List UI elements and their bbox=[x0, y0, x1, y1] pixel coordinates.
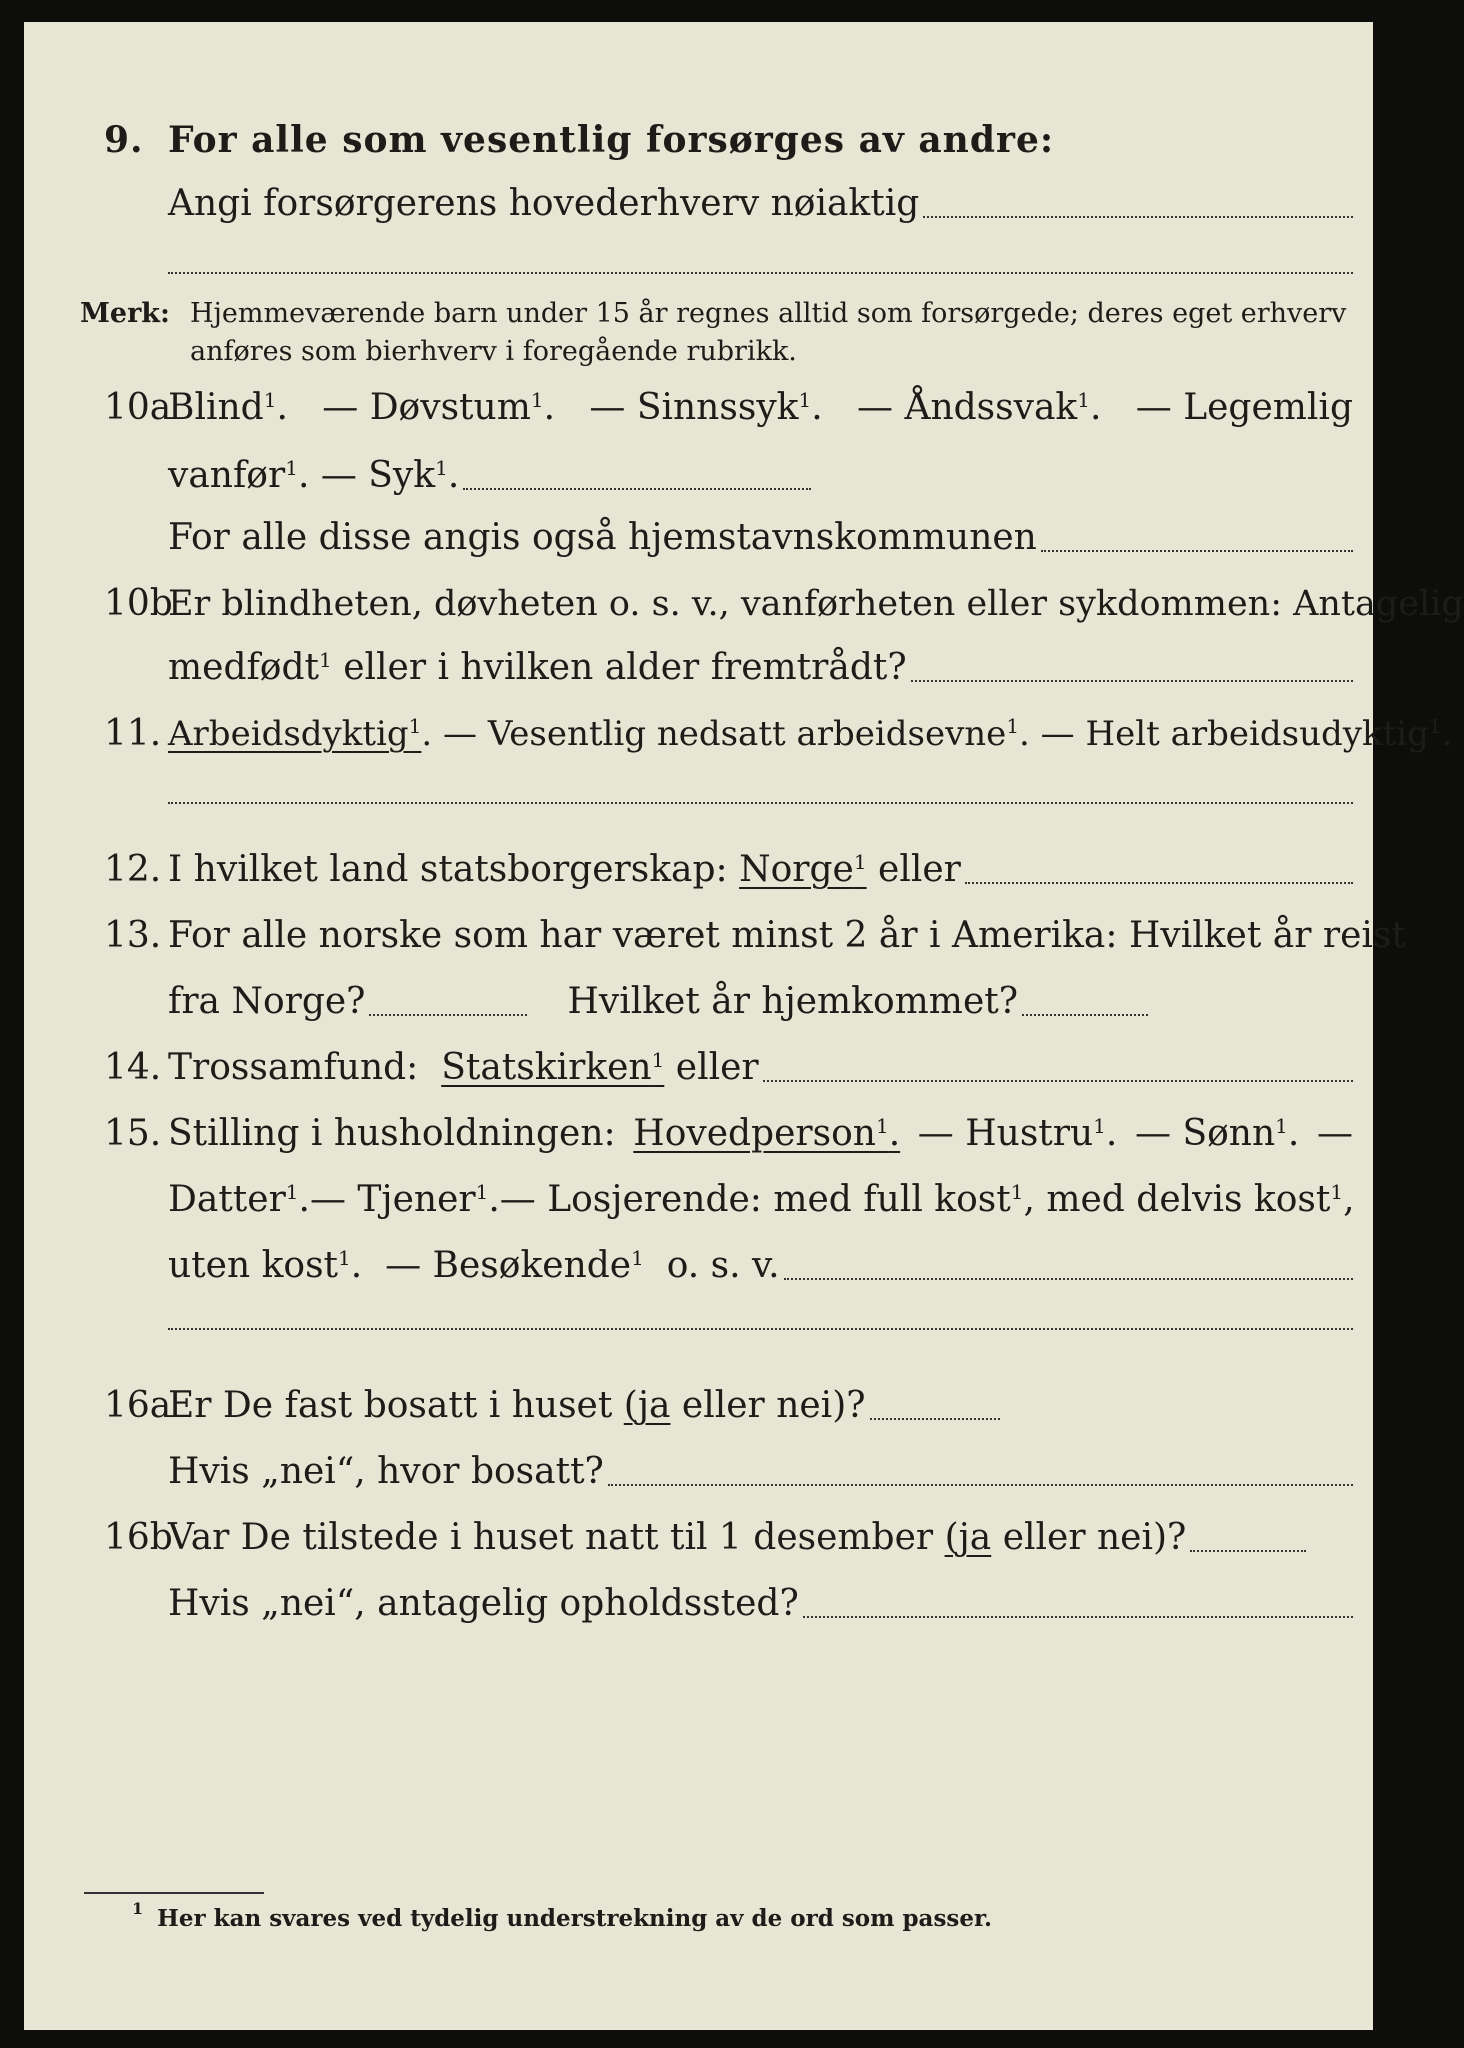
q16b-eller-nei: eller nei)? bbox=[1002, 1517, 1187, 1558]
q10a-option-syk[interactable]: — Syk$^1$. bbox=[320, 455, 460, 496]
q10a-syk-answer-line[interactable] bbox=[463, 488, 811, 490]
q10a-hjemstavn-prompt: For alle disse angis også hjemstavnskommunen bbox=[168, 517, 1037, 558]
q14-row bbox=[24, 1042, 1373, 1094]
q14-option-statskirken[interactable]: Statskirken$^1$ bbox=[441, 1047, 665, 1088]
q9-answer-line-2[interactable] bbox=[168, 272, 1353, 274]
q10a-option-sinnssyk[interactable]: — Sinnssyk$^1$. bbox=[589, 387, 823, 428]
q10b-row bbox=[24, 578, 1464, 630]
q16b-option-ja[interactable]: (ja bbox=[944, 1517, 992, 1558]
q11-option-arbeidsdyktig[interactable]: Arbeidsdyktig$^1$ bbox=[168, 714, 422, 754]
q10a-row-3 bbox=[24, 512, 1373, 564]
footnote bbox=[132, 1899, 992, 1934]
q16a-bosatt-answer-line[interactable] bbox=[608, 1484, 1353, 1486]
q15-option-full-kost[interactable]: — Losjerende: med full kost$^1$ bbox=[499, 1179, 1024, 1220]
q15-osv: o. s. v. bbox=[666, 1245, 780, 1286]
q16a-option-ja[interactable]: (ja bbox=[623, 1385, 671, 1426]
q12-answer-line[interactable] bbox=[965, 882, 1353, 884]
q12-number: 12. bbox=[104, 849, 162, 890]
q15-number: 15. bbox=[104, 1113, 162, 1154]
q16a-bosatt-prompt: Hvis „nei“, hvor bosatt? bbox=[168, 1451, 604, 1492]
q15-dash: — bbox=[1317, 1113, 1353, 1154]
footnote-rule bbox=[84, 1892, 264, 1894]
q16b-opholdssted-answer-line[interactable] bbox=[803, 1616, 1353, 1618]
q12-eller: eller bbox=[878, 849, 961, 890]
q15-row bbox=[24, 1108, 1373, 1160]
q15-option-tjener[interactable]: — Tjener$^1$. bbox=[309, 1179, 500, 1220]
q9-row bbox=[24, 114, 1373, 166]
q14-prompt: Trossamfund: bbox=[168, 1047, 419, 1088]
q15-row-2 bbox=[24, 1174, 1373, 1226]
q16b-row-2 bbox=[24, 1578, 1373, 1630]
footnote-mark: 1 bbox=[132, 1899, 144, 1918]
q11-option-udyktig[interactable]: — Helt arbeidsudyktig$^1$. bbox=[1040, 714, 1453, 754]
q10b-answer-line[interactable] bbox=[911, 680, 1353, 682]
q13-reist-prompt: fra Norge? bbox=[168, 981, 366, 1022]
q13-reist-answer-line[interactable] bbox=[369, 1014, 527, 1016]
q15-row-3 bbox=[24, 1240, 1373, 1292]
q15-option-uten-kost[interactable]: uten kost$^1$. bbox=[168, 1245, 386, 1286]
q10a-row-2 bbox=[24, 450, 1373, 502]
q12-prompt: I hvilket land statsborgerskap: bbox=[168, 849, 728, 890]
q10a-row bbox=[24, 382, 1373, 434]
q12-row bbox=[24, 844, 1373, 896]
merk-line-1: Hjemmeværende barn under 15 år regnes alltid som forsørgede; deres eget erhverv bbox=[190, 298, 1347, 329]
q10a-hjemstavn-answer-line[interactable] bbox=[1041, 550, 1353, 552]
q11-option-nedsatt[interactable]: — Vesentlig nedsatt arbeidsevne$^1$. bbox=[443, 714, 1041, 754]
merk-line-2: anføres som bierhverv i foregående rubrikk. bbox=[190, 336, 797, 367]
q15-option-besokende[interactable]: — Besøkende$^1$ bbox=[385, 1245, 644, 1286]
q13-hjemkommet-answer-line[interactable] bbox=[1022, 1014, 1148, 1016]
q10b-number: 10b bbox=[104, 583, 173, 624]
q15-answer-line-2[interactable] bbox=[168, 1328, 1353, 1330]
q12-option-norge[interactable]: Norge$^1$ bbox=[739, 849, 867, 890]
census-form-page bbox=[24, 22, 1464, 2030]
q16b-answer-line[interactable] bbox=[1190, 1550, 1306, 1552]
q13-hjemkommet-prompt: Hvilket år hjemkommet? bbox=[567, 981, 1019, 1022]
q10a-option-vanfor[interactable]: vanfør$^1$. bbox=[168, 455, 321, 496]
merk-note bbox=[24, 294, 1373, 374]
q10a-option-dovstum[interactable]: — Døvstum$^1$. bbox=[322, 387, 556, 428]
q16a-question: Er De fast bosatt i huset bbox=[168, 1385, 613, 1426]
q10b-option-medfodt[interactable]: medfødt$^1$ bbox=[168, 647, 332, 688]
q14-eller: eller bbox=[675, 1047, 759, 1088]
q15-answer-line[interactable] bbox=[784, 1278, 1353, 1280]
q15-option-delvis-kost[interactable]: , med delvis kost$^1$, bbox=[1023, 1179, 1355, 1220]
q9-number: 9. bbox=[104, 119, 144, 161]
q15-option-hustru[interactable]: — Hustru$^1$. bbox=[917, 1113, 1118, 1154]
q15-option-sonn[interactable]: — Sønn$^1$. bbox=[1135, 1113, 1300, 1154]
q11-row: 11. Arbeidsdyktig$^1$ . — Vesentlig nedsatt arbeidsevne$^1$. — Helt arbeidsudyktig$^1$. bbox=[24, 708, 1373, 760]
q10a-option-blind[interactable]: Blind$^1$. bbox=[168, 387, 288, 428]
q14-answer-line[interactable] bbox=[763, 1080, 1353, 1082]
q10b-question: Er blindheten, døvheten o. s. v., vanførheten eller sykdommen: Antagelig bbox=[168, 584, 1464, 624]
q15-option-datter[interactable]: Datter$^1$. bbox=[168, 1179, 310, 1220]
q13-row-2 bbox=[24, 976, 1373, 1028]
q11-number: 11. bbox=[104, 713, 162, 754]
q16b-row bbox=[24, 1512, 1373, 1564]
q16a-row bbox=[24, 1380, 1373, 1432]
q10a-option-andssvak[interactable]: — Åndssvak$^1$. bbox=[857, 387, 1102, 428]
q9-row-2 bbox=[24, 178, 1373, 230]
q13-row bbox=[24, 910, 1406, 962]
q15-option-hovedperson[interactable]: Hovedperson$^1$. bbox=[633, 1113, 901, 1154]
q16a-number: 16a bbox=[104, 1385, 172, 1426]
q10b-alder-prompt: eller i hvilken alder fremtrådt? bbox=[343, 647, 907, 688]
q16b-opholdssted-prompt: Hvis „nei“, antagelig opholdssted? bbox=[168, 1583, 799, 1624]
q9-answer-line[interactable] bbox=[923, 216, 1353, 218]
footnote-text: Her kan svares ved tydelig understrekning av de ord som passer. bbox=[157, 1905, 992, 1932]
q9-heading: For alle som vesentlig forsørges av andre: bbox=[168, 119, 1055, 161]
q16a-answer-line[interactable] bbox=[870, 1418, 1000, 1420]
q10a-number: 10a bbox=[104, 387, 172, 428]
merk-label: Merk: bbox=[80, 298, 170, 329]
q10b-row-2 bbox=[24, 642, 1373, 694]
q13-question: For alle norske som har været minst 2 år i Amerika: Hvilket år reist bbox=[168, 915, 1406, 956]
q16a-eller-nei: eller nei)? bbox=[681, 1385, 866, 1426]
q16a-row-2 bbox=[24, 1446, 1373, 1498]
q16b-question: Var De tilstede i huset natt til 1 desember bbox=[168, 1517, 934, 1558]
q14-number: 14. bbox=[104, 1047, 162, 1088]
q13-number: 13. bbox=[104, 915, 162, 956]
q9-prompt: Angi forsørgerens hovederhverv nøiaktig bbox=[168, 183, 920, 224]
q15-prompt: Stilling i husholdningen: bbox=[168, 1113, 616, 1154]
q16b-number: 16b bbox=[104, 1517, 173, 1558]
q11-answer-line[interactable] bbox=[168, 802, 1353, 804]
q10a-option-legemlig[interactable]: — Legemlig bbox=[1135, 387, 1353, 428]
